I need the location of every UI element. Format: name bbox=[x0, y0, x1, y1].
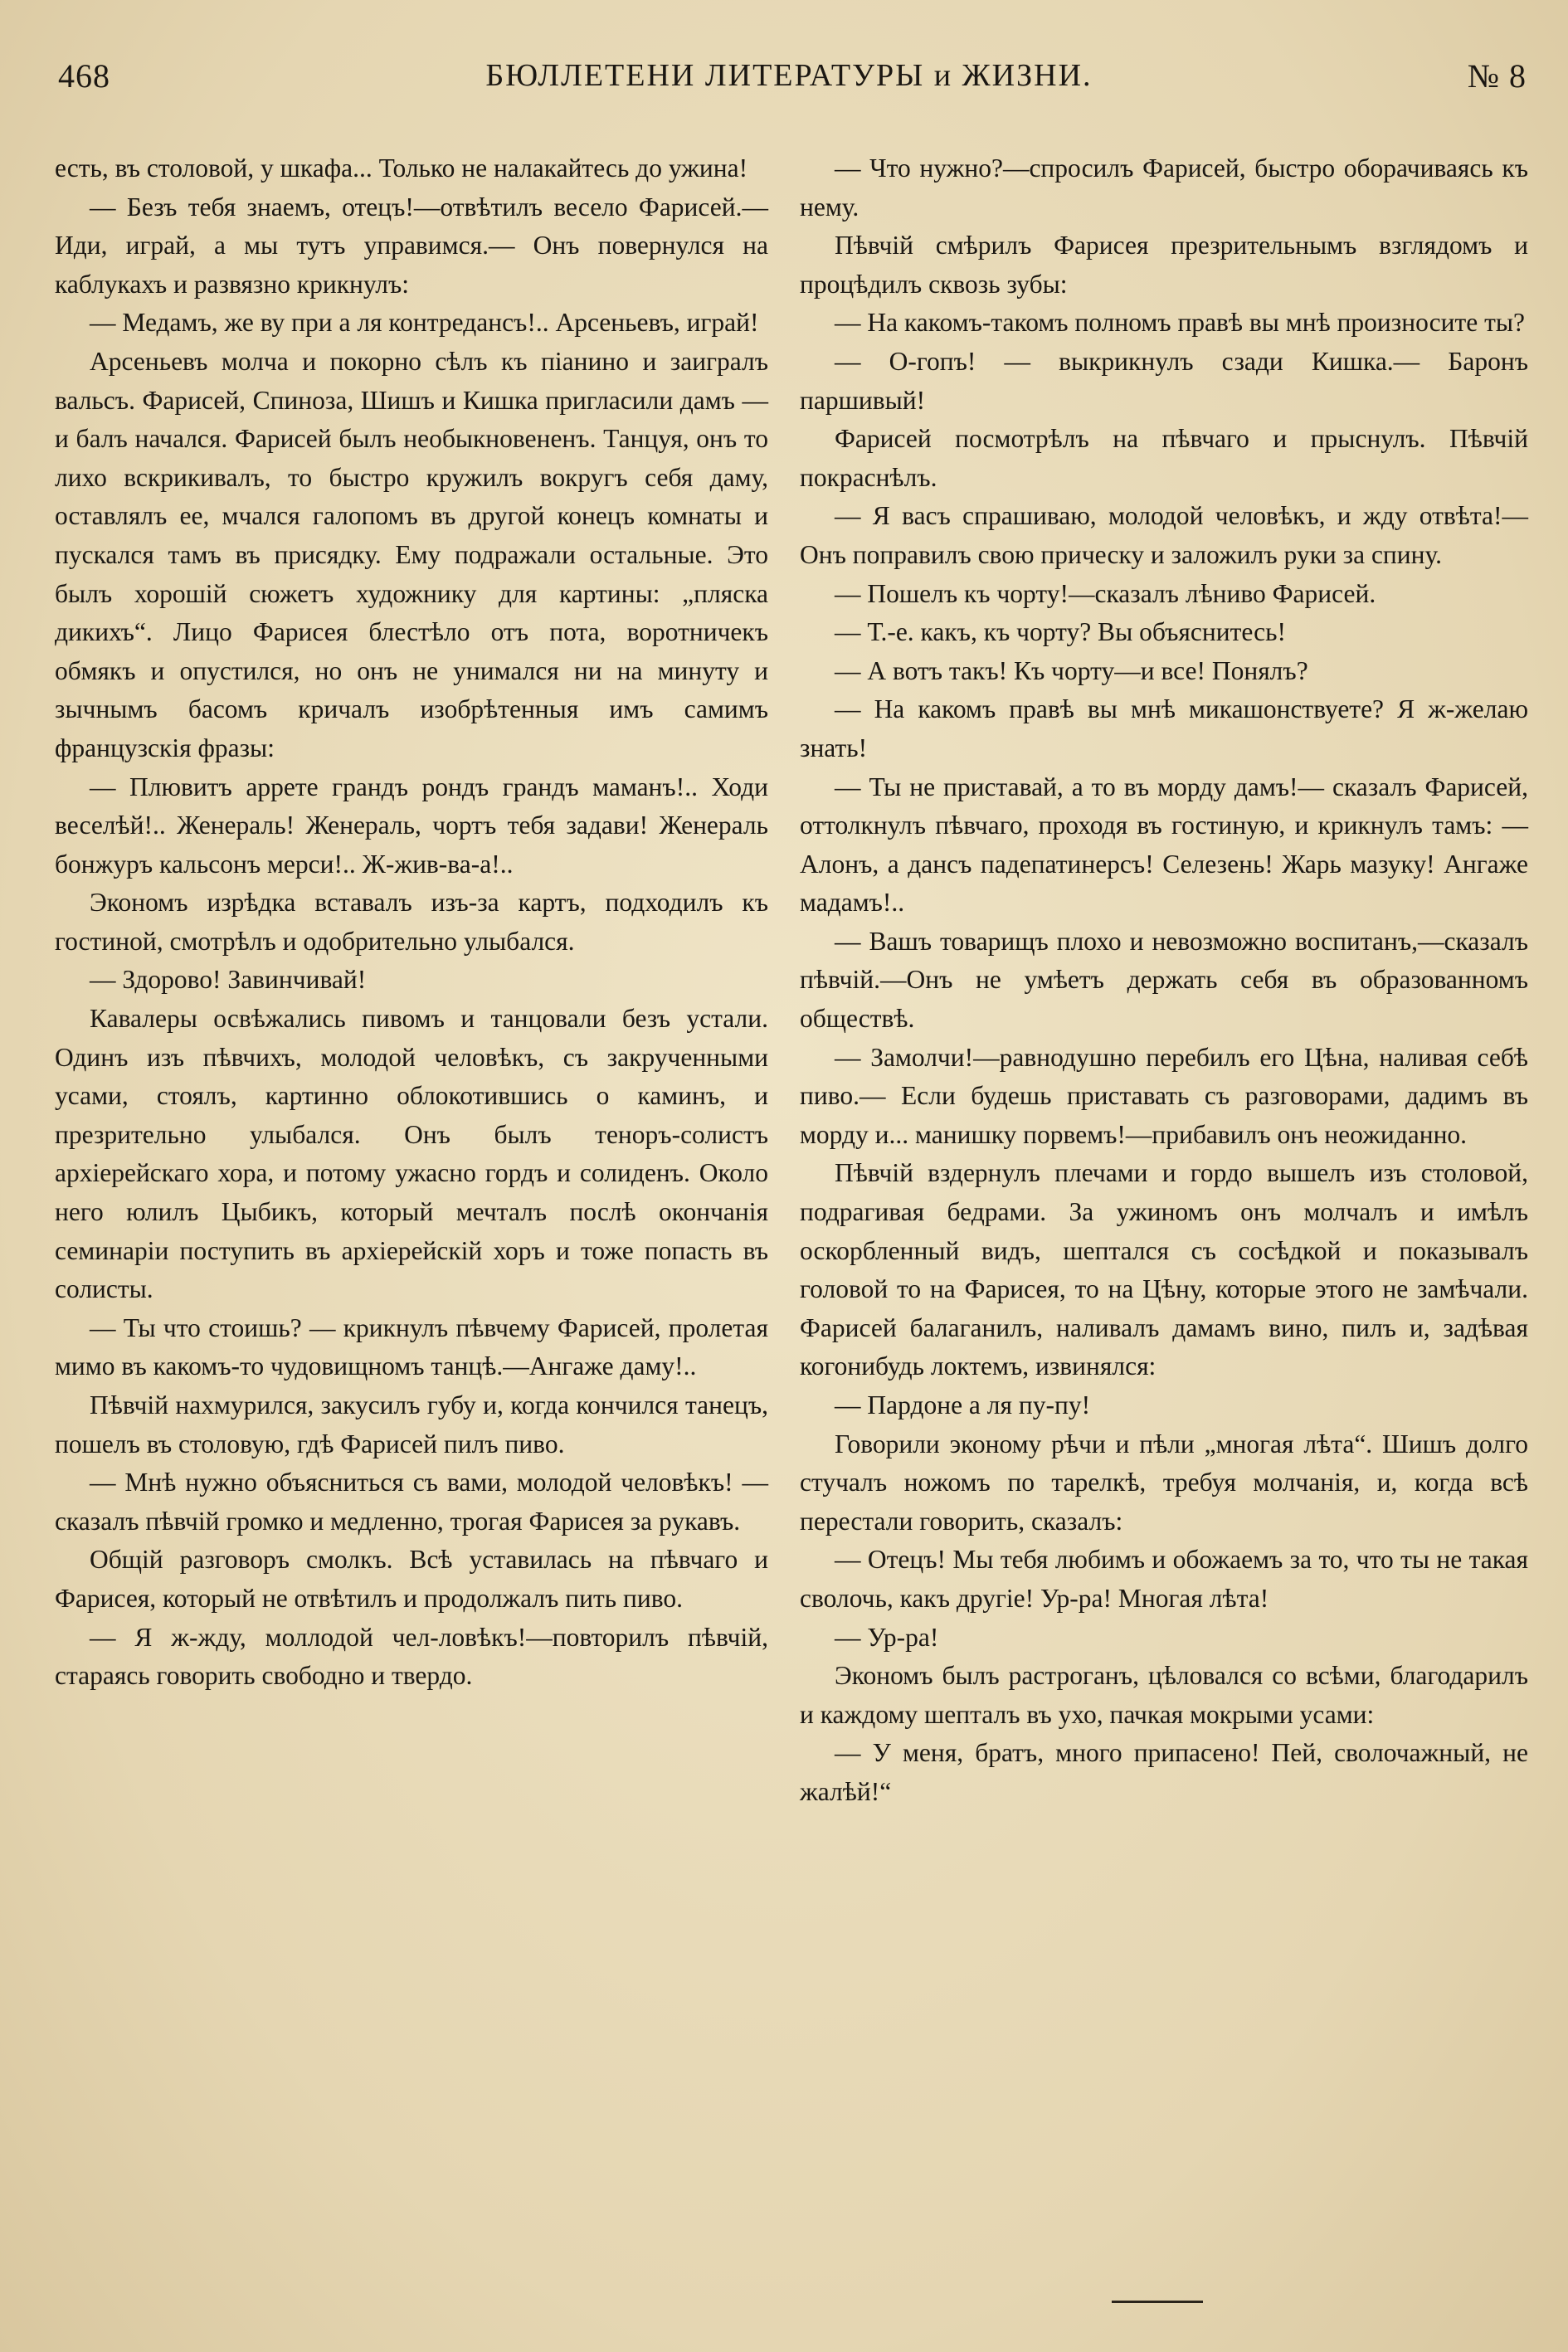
paragraph: — Здорово! Завинчивай! bbox=[90, 965, 367, 995]
right-column bbox=[800, 149, 1528, 2277]
section-divider bbox=[1112, 2301, 1203, 2303]
paragraph: есть, въ столовой, у шкафа... Только не налакайтесь до ужина! bbox=[55, 153, 748, 183]
paragraph: Говорили эконому рѣчи и пѣли „многая лѣта“. Шишъ долго стучалъ ножомъ по тарелкѣ, требуя молчанія, и, когда всѣ перестали говорить, сказалъ: bbox=[800, 1429, 1528, 1536]
paragraph: — Плювитъ аррете грандъ рондъ грандъ маманъ!.. Ходи веселѣй!.. Женераль! Женераль, чортъ тебя задави! Женераль бонжуръ кальсонъ мерси!.. Ж-жив-ва-а!.. bbox=[55, 772, 768, 879]
paragraph: — Пардоне а ля пу-пу! bbox=[835, 1390, 1091, 1419]
paragraph: Арсеньевъ молча и покорно сѣлъ къ піанино и заигралъ вальсъ. Фарисей, Спиноза, Шишъ и Кишка пригласили дамъ — и балъ начался. Фарисей былъ необыкновененъ. Танцуя, онъ то лихо вскрикивалъ, то быстро кружилъ вокругъ себя даму, оставлялъ ее, мчался галопомъ въ другой конецъ комнаты и пускался тамъ въ присядку. Ему подражали остальные. Это былъ хорошій сюжетъ художнику для картины: „пляска дикихъ“. Лицо Фарисея блестѣло отъ пота, воротничекъ обмякъ и опустился, но онъ не унимался ни на минуту и зычнымъ басомъ кричалъ изобрѣтенныя имъ самимъ французскія фразы: bbox=[55, 346, 768, 762]
paragraph: — Отецъ! Мы тебя любимъ и обожаемъ за то, что ты не такая сволочь, какъ другіе! Ур-ра! Многая лѣта! bbox=[800, 1545, 1528, 1613]
page-number: 468 bbox=[58, 56, 110, 95]
paragraph: — Ты не приставай, а то въ морду дамъ!— сказалъ Фарисей, оттолкнулъ пѣвчаго, проходя въ гостиную, и крикнулъ тамъ: — Алонъ, а дансъ падепатинерсъ! Селезень! Жарь мазуку! Ангаже мадамъ!.. bbox=[800, 772, 1528, 918]
paragraph: Пѣвчій нахмурился, закусилъ губу и, когда кончился танецъ, пошелъ въ столовую, гдѣ Фарисей пилъ пиво. bbox=[55, 1390, 768, 1458]
paragraph: Общій разговоръ смолкъ. Всѣ уставилась на пѣвчаго и Фарисея, который не отвѣтилъ и продолжалъ пить пиво. bbox=[55, 1545, 768, 1613]
paragraph: Экономъ изрѣдка вставалъ изъ-за картъ, подходилъ къ гостиной, смотрѣлъ и одобрительно улыбался. bbox=[55, 888, 768, 956]
paragraph: — Я ж-жду, моллодой чел-ловѣкъ!—повторилъ пѣвчій, стараясь говорить свободно и твердо. bbox=[55, 1622, 768, 1691]
paragraph: — О-гопъ! — выкрикнулъ сзади Кишка.— Баронъ паршивый! bbox=[800, 346, 1528, 415]
paragraph: — Вашъ товарищъ плохо и невозможно воспитанъ,—сказалъ пѣвчій.—Онъ не умѣетъ держать себя въ образованномъ обществѣ. bbox=[800, 926, 1528, 1034]
paragraph: — На какомъ-такомъ полномъ правѣ вы мнѣ произносите ты? bbox=[835, 308, 1525, 338]
paragraph: Пѣвчій смѣрилъ Фарисея презрительнымъ взглядомъ и процѣдилъ сквозь зубы: bbox=[800, 231, 1528, 299]
paragraph: — Пошелъ къ чорту!—сказалъ лѣниво Фарисей. bbox=[835, 578, 1376, 608]
paragraph: — Замолчи!—равнодушно перебилъ его Цѣна, наливая себѣ пиво.— Если будешь приставать съ разговорами, дадимъ въ морду и... манишку порвемъ!—прибавилъ онъ неожиданно. bbox=[800, 1042, 1528, 1149]
paragraph: Экономъ былъ растроганъ, цѣловался со всѣми, благодарилъ и каждому шепталъ въ ухо, пачкая мокрыми усами: bbox=[800, 1661, 1528, 1729]
paragraph: — Мнѣ нужно объясниться съ вами, молодой человѣкъ! — сказалъ пѣвчій громко и медленно, трогая Фарисея за рукавъ. bbox=[55, 1468, 768, 1536]
paragraph: — Что нужно?—спросилъ Фарисей, быстро оборачиваясь къ нему. bbox=[800, 153, 1528, 222]
paragraph: — Медамъ, же ву при а ля контредансъ!.. Арсеньевъ, играй! bbox=[90, 308, 759, 338]
paragraph: — Я васъ спрашиваю, молодой человѣкъ, и жду отвѣта!—Онъ поправилъ свою прическу и заложилъ руки за спину. bbox=[800, 501, 1528, 569]
paragraph: — У меня, братъ, много припасено! Пей, сволочажный, не жалѣй!“ bbox=[800, 1738, 1528, 1806]
paragraph: — А вотъ такъ! Къ чорту—и все! Понялъ? bbox=[835, 655, 1308, 685]
page-header bbox=[58, 46, 1527, 105]
paragraph: — На какомъ правѣ вы мнѣ микашонствуете? Я ж-желаю знать! bbox=[800, 694, 1528, 762]
paragraph: — Ур-ра! bbox=[835, 1622, 939, 1652]
paragraph: — Т.-е. какъ, къ чорту? Вы объяснитесь! bbox=[835, 617, 1286, 647]
running-title: БЮЛЛЕТЕНИ ЛИТЕРАТУРЫ и ЖИЗНИ. bbox=[485, 58, 1093, 93]
paragraph: — Ты что стоишь? — крикнулъ пѣвчему Фарисей, пролетая мимо въ какомъ-то чудовищномъ танцѣ.—Ангаже даму!.. bbox=[55, 1312, 768, 1381]
left-column bbox=[55, 149, 768, 2277]
paragraph: Пѣвчій вздернулъ плечами и гордо вышелъ изъ столовой, подрагивая бедрами. За ужиномъ онъ молчалъ и имѣлъ оскорбленный видъ, шептался съ сосѣдкой и показывалъ головой то на Фарисея, то на Цѣну, которые этого не замѣчали. Фарисей балаганилъ, наливалъ дамамъ вино, пилъ и, задѣвая когонибудь локтемъ, извинялся: bbox=[800, 1158, 1528, 1381]
issue-number: № 8 bbox=[1467, 56, 1527, 95]
paragraph: Кавалеры освѣжались пивомъ и танцовали безъ устали. Одинъ изъ пѣвчихъ, молодой человѣкъ, съ закрученными усами, стоялъ, картинно облокотившись о каминъ, и презрительно улыбался. Онъ былъ теноръ-солистъ архіерейскаго хора, и потому ужасно гордъ и солиденъ. Около него юлилъ Цыбикъ, который мечталъ послѣ окончанія семинаріи поступить въ архіерейскій хоръ и тоже попасть въ солисты. bbox=[55, 1004, 768, 1304]
paragraph: — Безъ тебя знаемъ, отецъ!—отвѣтилъ весело Фарисей.—Иди, играй, а мы тутъ управимся.— Онъ повернулся на каблукахъ и развязно крикнулъ: bbox=[55, 192, 768, 299]
paragraph: Фарисей посмотрѣлъ на пѣвчаго и прыснулъ. Пѣвчій покраснѣлъ. bbox=[800, 424, 1528, 492]
